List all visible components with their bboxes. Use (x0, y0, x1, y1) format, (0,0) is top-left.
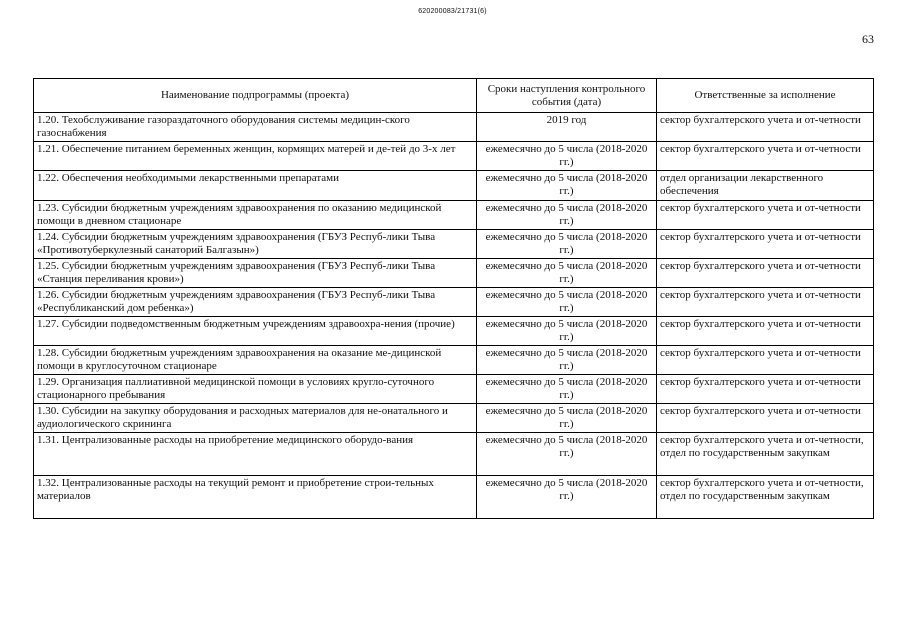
cell-responsible: сектор бухгалтерского учета и от-четности (657, 142, 874, 171)
table-row (34, 259, 874, 288)
table-row (34, 201, 874, 230)
cell-deadline: ежемесячно до 5 числа (2018-2020 гг.) (477, 142, 657, 171)
table-row (34, 346, 874, 375)
cell-responsible: сектор бухгалтерского учета и от-четности (657, 113, 874, 142)
cell-responsible: сектор бухгалтерского учета и от-четности (657, 288, 874, 317)
cell-deadline: ежемесячно до 5 числа (2018-2020 гг.) (477, 288, 657, 317)
cell-subprogram: 1.23. Субсидии бюджетным учреждениям здравоохранения по оказанию медицинской помощи в дневном стационаре (34, 201, 477, 230)
cell-subprogram: 1.24. Субсидии бюджетным учреждениям здравоохранения (ГБУЗ Респуб-лики Тыва «Противотуберкулезный санаторий Балгазын») (34, 230, 477, 259)
cell-deadline: ежемесячно до 5 числа (2018-2020 гг.) (477, 171, 657, 201)
cell-responsible: сектор бухгалтерского учета и от-четности (657, 317, 874, 346)
cell-deadline: ежемесячно до 5 числа (2018-2020 гг.) (477, 230, 657, 259)
cell-deadline: ежемесячно до 5 числа (2018-2020 гг.) (477, 259, 657, 288)
cell-subprogram: 1.29. Организация паллиативной медицинской помощи в условиях кругло-суточного стационарного пребывания (34, 375, 477, 404)
cell-responsible: сектор бухгалтерского учета и от-четности, отдел по государственным закупкам (657, 476, 874, 519)
cell-subprogram: 1.28. Субсидии бюджетным учреждениям здравоохранения на оказание ме-дицинской помощи в круглосуточном стационаре (34, 346, 477, 375)
table-row (34, 404, 874, 433)
cell-responsible: сектор бухгалтерского учета и от-четности (657, 346, 874, 375)
cell-subprogram: 1.26. Субсидии бюджетным учреждениям здравоохранения (ГБУЗ Респуб-лики Тыва «Республиканский дом ребенка») (34, 288, 477, 317)
table-row (34, 230, 874, 259)
cell-responsible: отдел организации лекарственного обеспечения (657, 171, 874, 201)
cell-deadline: 2019 год (477, 113, 657, 142)
cell-responsible: сектор бухгалтерского учета и от-четности (657, 375, 874, 404)
table-row (34, 476, 874, 519)
cell-deadline: ежемесячно до 5 числа (2018-2020 гг.) (477, 375, 657, 404)
cell-subprogram: 1.30. Субсидии на закупку оборудования и расходных материалов для не-онатального и аудиологического скрининга (34, 404, 477, 433)
cell-subprogram: 1.25. Субсидии бюджетным учреждениям здравоохранения (ГБУЗ Респуб-лики Тыва «Станция переливания крови») (34, 259, 477, 288)
cell-responsible: сектор бухгалтерского учета и от-четности (657, 230, 874, 259)
table-row (34, 433, 874, 476)
cell-deadline: ежемесячно до 5 числа (2018-2020 гг.) (477, 317, 657, 346)
cell-subprogram: 1.27. Субсидии подведомственным бюджетным учреждениям здравоохра-нения (прочие) (34, 317, 477, 346)
header-deadline: Сроки наступления контрольного события (дата) (477, 79, 657, 113)
table-header-row (34, 79, 874, 113)
cell-responsible: сектор бухгалтерского учета и от-четности (657, 259, 874, 288)
cell-deadline: ежемесячно до 5 числа (2018-2020 гг.) (477, 433, 657, 476)
cell-deadline: ежемесячно до 5 числа (2018-2020 гг.) (477, 404, 657, 433)
cell-deadline: ежемесячно до 5 числа (2018-2020 гг.) (477, 201, 657, 230)
cell-deadline: ежемесячно до 5 числа (2018-2020 гг.) (477, 346, 657, 375)
table-row (34, 288, 874, 317)
cell-subprogram: 1.32. Централизованные расходы на текущий ремонт и приобретение строи-тельных материалов (34, 476, 477, 519)
cell-deadline: ежемесячно до 5 числа (2018-2020 гг.) (477, 476, 657, 519)
header-responsible: Ответственные за исполнение (657, 79, 874, 113)
table-row (34, 317, 874, 346)
cell-responsible: сектор бухгалтерского учета и от-четности (657, 404, 874, 433)
cell-subprogram: 1.22. Обеспечения необходимыми лекарственными препаратами (34, 171, 477, 201)
document-id: 620200083/21731(6) (418, 8, 487, 15)
schedule-table (33, 78, 874, 519)
cell-subprogram: 1.31. Централизованные расходы на приобретение медицинского оборудо-вания (34, 433, 477, 476)
cell-subprogram: 1.21. Обеспечение питанием беременных женщин, кормящих матерей и де-тей до 3-х лет (34, 142, 477, 171)
header-subprogram: Наименование подпрограммы (проекта) (34, 79, 477, 113)
table-row (34, 113, 874, 142)
table-row (34, 375, 874, 404)
table-row (34, 171, 874, 201)
page-number: 63 (862, 32, 874, 46)
table-row (34, 142, 874, 171)
cell-responsible: сектор бухгалтерского учета и от-четности (657, 201, 874, 230)
cell-subprogram: 1.20. Техобслуживание газораздаточного оборудования системы медицин-ского газоснабжения (34, 113, 477, 142)
cell-responsible: сектор бухгалтерского учета и от-четности, отдел по государственным закупкам (657, 433, 874, 476)
